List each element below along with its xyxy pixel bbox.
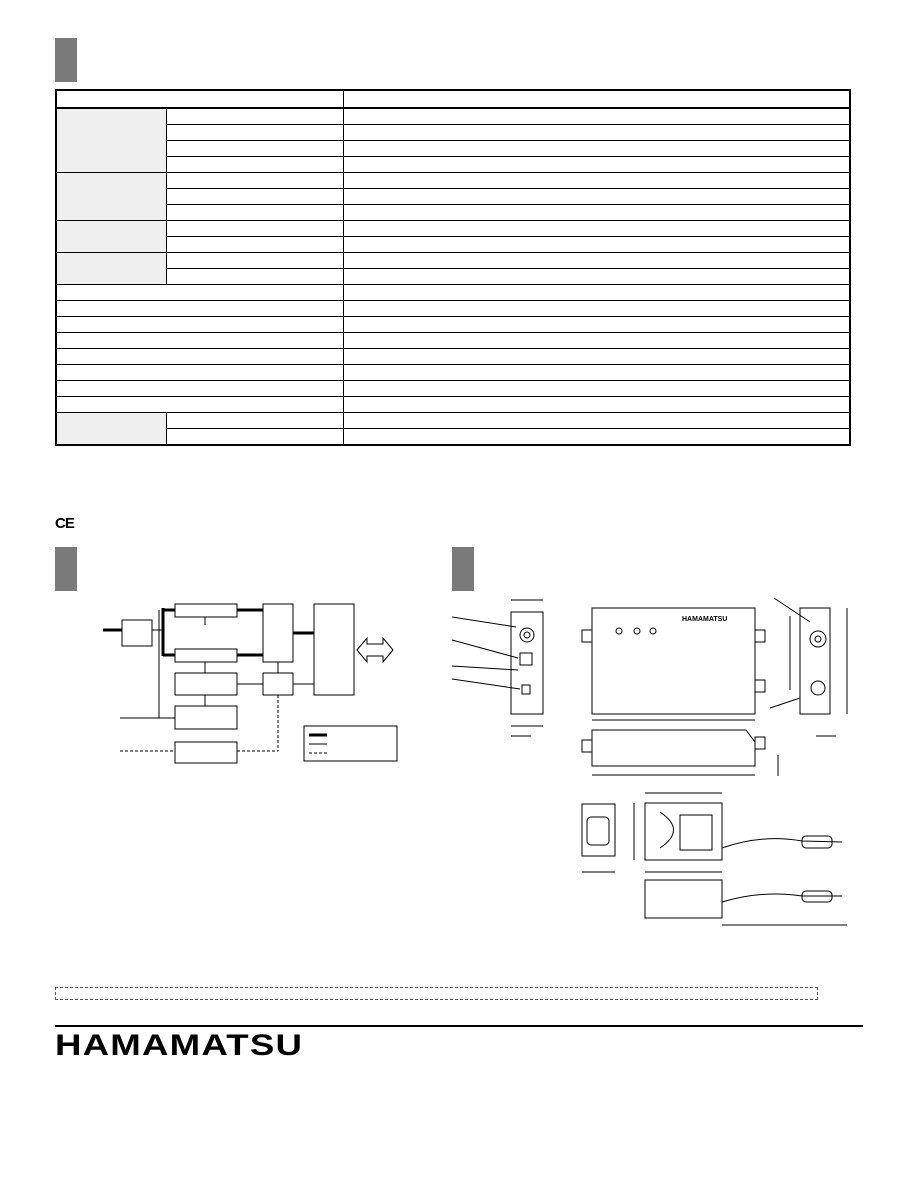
note-box xyxy=(55,987,818,1000)
table-row xyxy=(56,397,850,413)
block-diagram xyxy=(95,598,405,770)
table-row xyxy=(56,301,850,317)
section-marker-dimensions xyxy=(452,547,474,591)
table-row xyxy=(56,221,850,237)
table-row xyxy=(56,173,850,189)
timing-block xyxy=(263,673,293,695)
channel-block-1 xyxy=(175,604,237,617)
table-row xyxy=(56,108,850,125)
terminal-icon xyxy=(520,653,532,665)
top-view-main xyxy=(592,608,755,714)
hamamatsu-logo: HAMAMATSU xyxy=(55,1029,304,1062)
ce-mark: CE xyxy=(55,515,74,532)
table-header-value xyxy=(343,90,850,108)
bottom-view xyxy=(592,730,755,766)
bidirectional-arrow-icon xyxy=(357,638,393,662)
specifications-table xyxy=(55,89,851,446)
unit-brand-label: HAMAMATSU xyxy=(682,616,728,623)
table-row xyxy=(56,333,850,349)
table-row xyxy=(56,317,850,333)
power-block xyxy=(175,742,237,763)
table-row xyxy=(56,253,850,269)
table-row xyxy=(56,285,850,301)
table-header-parameter xyxy=(56,90,343,108)
table-group-cell xyxy=(56,173,166,221)
table-row xyxy=(56,157,850,173)
connector-icon xyxy=(520,628,534,642)
connector-icon xyxy=(810,631,826,647)
table-header-row xyxy=(56,90,850,108)
output-block xyxy=(314,604,354,695)
dimension-drawings xyxy=(452,590,872,930)
table-row xyxy=(56,237,850,253)
table-row xyxy=(56,365,850,381)
footer-rule xyxy=(55,1025,863,1027)
ac-adapter-side xyxy=(645,880,722,918)
table-group-cell xyxy=(56,221,166,253)
channel-block-2 xyxy=(175,649,237,662)
table-row xyxy=(56,349,850,365)
interface-block xyxy=(175,706,237,729)
ac-adapter-top xyxy=(645,803,722,860)
table-row xyxy=(56,429,850,446)
section-marker-specifications xyxy=(55,38,77,82)
input-block xyxy=(122,620,152,646)
table-row xyxy=(56,381,850,397)
section-marker-block-diagram xyxy=(55,547,77,591)
table-group-cell xyxy=(56,413,166,446)
table-row xyxy=(56,189,850,205)
side-view-right xyxy=(800,608,830,714)
table-group-cell xyxy=(56,108,166,173)
table-group-cell xyxy=(56,253,166,285)
table-row xyxy=(56,125,850,141)
table-row xyxy=(56,205,850,221)
table-row xyxy=(56,413,850,429)
processor-block xyxy=(263,604,293,662)
control-block xyxy=(175,673,237,695)
table-row xyxy=(56,269,850,285)
table-row xyxy=(56,141,850,157)
